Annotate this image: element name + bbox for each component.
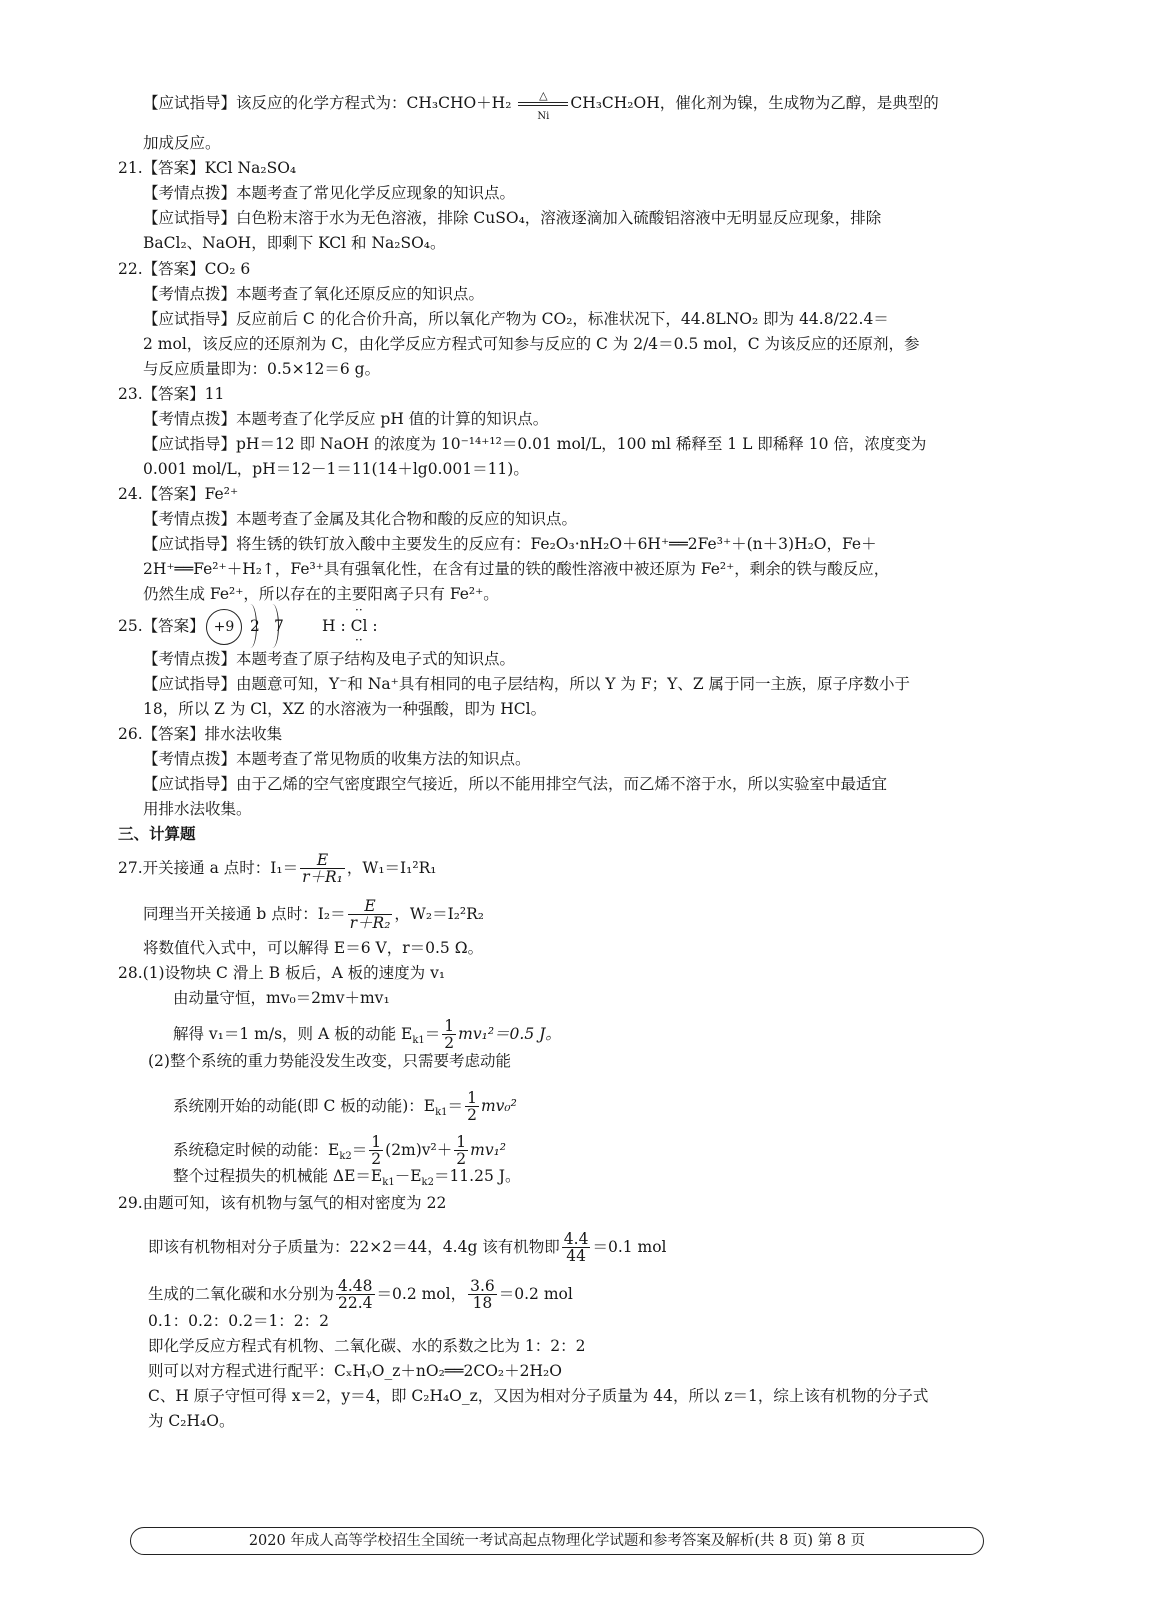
q24-guide-2: 2H⁺══Fe²⁺＋H₂↑，Fe³⁺具有强氧化性，在含有过量的铁的酸性溶液中被还原为 Fe²⁺，剩余的铁与酸反应， [143, 560, 890, 578]
q27-line-1: 27.开关接通 a 点时：I₁＝ $\frac{E}{\text{r＋R₁}}$ ，W₁＝I₁²R₁ [118, 851, 437, 887]
shell-2-count: 7 [274, 617, 284, 635]
q22-guide-2: 2 mol，该反应的还原剂为 C，由化学反应方程式可知参与反应的 C 为 2/4＝0.5 mol，C 为该反应的还原剂，参 [143, 335, 920, 353]
q21-answer: 21.【答案】KCl Na₂SO₄ [118, 159, 297, 177]
q22-guide-3: 与反应质量即为：0.5×12＝6 g。 [143, 360, 381, 378]
q26-guide-1: 【应试指导】由于乙烯的空气密度跟空气接近，所以不能用排空气法，而乙烯不溶于水，所以实验室中最适宜 [143, 775, 888, 793]
q29-line-5: 即化学反应方程式有机物、二氧化碳、水的系数之比为 1：2：2 [148, 1337, 586, 1355]
q28-line-5: 系统刚开始的动能(即 C 板的动能)：$E_{k1}=$ $\frac{1}{2}$ mv₀² [173, 1089, 517, 1125]
q25-guide-1: 【应试指导】由题意可知，Y⁻和 Na⁺具有相同的电子层结构，所以 Y 为 F；Y、Z 属于同一主族，原子序数小于 [143, 675, 911, 693]
q25-guide-2: 18，所以 Z 为 Cl，XZ 的水溶液为一种强酸，即为 HCl。 [143, 700, 547, 718]
q25-point: 【考情点拨】本题考查了原子结构及电子式的知识点。 [143, 650, 516, 668]
q21-point: 【考情点拨】本题考查了常见化学反应现象的知识点。 [143, 184, 516, 202]
nucleus-diagram: +9 [206, 609, 242, 645]
q28-line-2: 由动量守恒，mv₀＝2mv＋mv₁ [173, 989, 390, 1007]
q29-line-2: 即该有机物相对分子质量为：22×2＝44，4.4g 该有机物即 $\frac{4.4}{44}$ ＝0.1 mol [148, 1230, 667, 1266]
q22-point: 【考情点拨】本题考查了氧化还原反应的知识点。 [143, 285, 485, 303]
q28-line-6: 系统稳定时候的动能：$E_{k2}=$ $\frac{1}{2}$ (2m)v²＋ $\frac{1}{2}$ mv₁² [173, 1133, 507, 1169]
guide-line-2: 加成反应。 [143, 134, 221, 152]
hcl-electron-formula: H : Cl : [322, 617, 378, 635]
section-heading: 三、计算题 [118, 825, 196, 843]
reaction-condition: △ Ni [516, 94, 570, 114]
q28-line-3: 解得 v₁＝1 m/s，则 A 板的动能 $E_{k1}=$ $\frac{1}{2}$ mv₁²＝0.5 J。 [173, 1017, 561, 1053]
q29-line-1: 29.由题可知，该有机物与氢气的相对密度为 22 [118, 1194, 447, 1212]
q28-line-4: (2)整个系统的重力势能没发生改变，只需要考虑动能 [148, 1052, 511, 1070]
q26-point: 【考情点拨】本题考查了常见物质的收集方法的知识点。 [143, 750, 531, 768]
page-footer: 2020 年成人高等学校招生全国统一考试高起点物理化学试题和参考答案及解析(共 8 页) 第 8 页 [130, 1527, 984, 1555]
q21-guide-2: BaCl₂、NaOH，即剩下 KCl 和 Na₂SO₄。 [143, 234, 446, 252]
q27-line-2: 同理当开关接通 b 点时：I₂＝ $\frac{E}{\text{r＋R₂}}$ ，W₂＝I₂²R₂ [143, 897, 485, 933]
q24-answer: 24.【答案】Fe²⁺ [118, 485, 239, 503]
q23-guide-2: 0.001 mol/L，pH＝12－1＝11(14＋lg0.001＝11)。 [143, 460, 529, 478]
q23-answer: 23.【答案】11 [118, 385, 225, 403]
q26-guide-2: 用排水法收集。 [143, 800, 252, 818]
q23-point: 【考情点拨】本题考查了化学反应 pH 值的计算的知识点。 [143, 410, 549, 428]
q24-guide-1: 【应试指导】将生锈的铁钉放入酸中主要发生的反应有：Fe₂O₃·nH₂O＋6H⁺══2Fe³⁺＋(n＋3)H₂O，Fe＋ [143, 535, 877, 553]
q28-line-7: 整个过程损失的机械能 $\Delta E=E_{k1}-E_{k2}=11.25$ J。 [173, 1167, 521, 1189]
q26-answer: 26.【答案】排水法收集 [118, 725, 283, 743]
q29-line-3: 生成的二氧化碳和水分别为 $\frac{4.48}{22.4}$ ＝0.2 mol， $\frac{3.6}{18}$ ＝0.2 mol [148, 1277, 573, 1313]
electron-dots-top: ·· [355, 603, 363, 617]
electron-dots-bottom: ·· [355, 633, 363, 647]
q27-line-3: 将数值代入式中，可以解得 E＝6 V，r＝0.5 Ω。 [143, 939, 484, 957]
q29-line-7: C、H 原子守恒可得 x＝2，y＝4，即 C₂H₄O_z，又因为相对分子质量为 44，所以 z＝1，综上该有机物的分子式 [148, 1387, 929, 1405]
q23-guide-1: 【应试指导】pH＝12 即 NaOH 的浓度为 10⁻¹⁴⁺¹²＝0.01 mol/L，100 ml 稀释至 1 L 即稀释 10 倍，浓度变为 [143, 435, 927, 453]
q22-answer: 22.【答案】CO₂ 6 [118, 260, 251, 278]
q29-line-4: 0.1：0.2：0.2＝1：2：2 [148, 1312, 330, 1330]
q25-answer: 25.【答案】 [118, 617, 205, 635]
q24-guide-3: 仍然生成 Fe²⁺，所以存在的主要阳离子只有 Fe²⁺。 [143, 585, 499, 603]
q24-point: 【考情点拨】本题考查了金属及其化合物和酸的反应的知识点。 [143, 510, 578, 528]
q29-line-8: 为 C₂H₄O。 [148, 1412, 235, 1430]
q29-line-6: 则可以对方程式进行配平：CₓHᵧO_z＋nO₂══2CO₂＋2H₂O [148, 1362, 562, 1380]
q21-guide-1: 【应试指导】白色粉末溶于水为无色溶液，排除 CuSO₄，溶液逐滴加入硫酸铝溶液中无明显反应现象，排除 [143, 209, 882, 227]
q22-guide-1: 【应试指导】反应前后 C 的化合价升高，所以氧化产物为 CO₂，标准状况下，44.8LNO₂ 即为 44.8/22.4＝ [143, 310, 889, 328]
q28-line-1: 28.(1)设物块 C 滑上 B 板后，A 板的速度为 v₁ [118, 964, 446, 982]
shell-1-count: 2 [250, 617, 260, 635]
guide-line-1: 【应试指导】该反应的化学方程式为：CH₃CHO＋H₂ △ Ni CH₃CH₂OH，催化剂为镍，生成物为乙醇，是典型的 [143, 89, 939, 122]
